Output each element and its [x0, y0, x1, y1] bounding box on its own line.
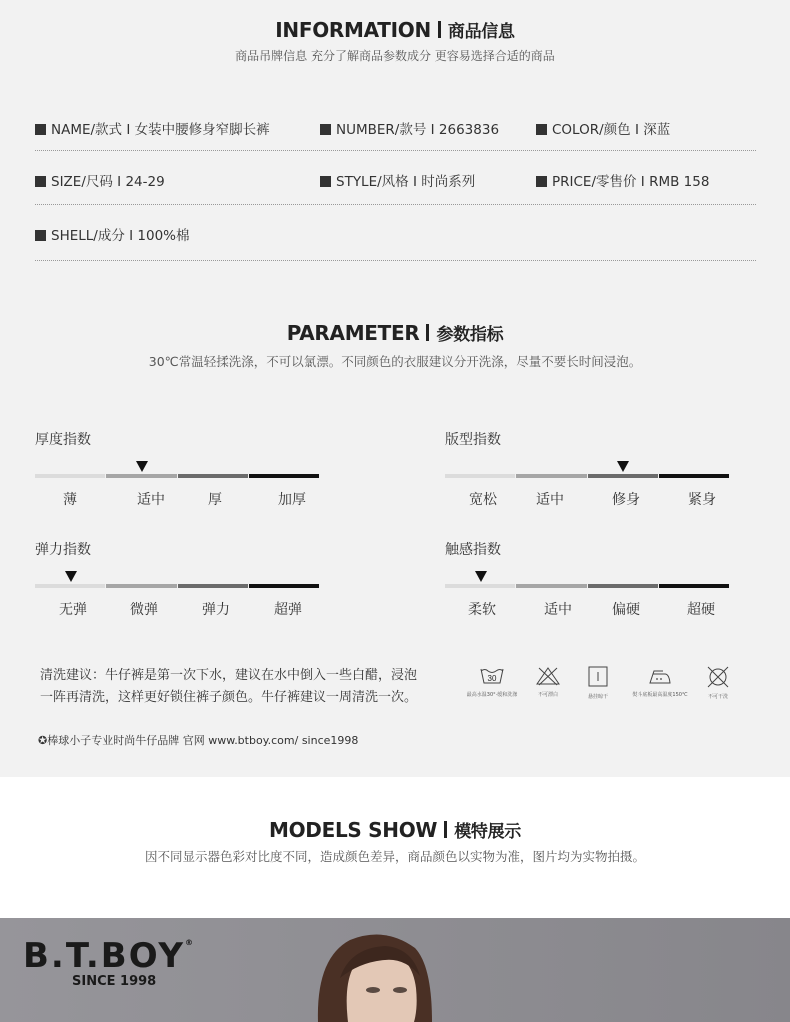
- wash-advice-line: 清洗建议：牛仔裤是第一次下水，建议在水中倒入一些白醋，浸泡: [40, 668, 418, 683]
- scale-segment: [35, 584, 105, 588]
- info-number: NUMBER/款号 I 2663836: [320, 118, 499, 138]
- scale-bar-fit: [445, 474, 730, 478]
- care-caption: 不可干洗: [707, 694, 728, 700]
- information-subtitle: 商品吊牌信息 充分了解商品参数成分 更容易选择合适的商品: [235, 49, 555, 63]
- info-shell: SHELL/成分 I 100%棉: [35, 224, 190, 244]
- info-name: NAME/款式 I 女装中腰修身窄脚长裤: [35, 118, 270, 138]
- info-price: PRICE/零售价 I RMB 158: [536, 170, 709, 190]
- scale-segment: [106, 584, 176, 588]
- wash-advice-line: 一阵再清洗，这样更好锁住裤子颜色。牛仔裤建议一周清洗一次。: [40, 690, 418, 705]
- scale-segment: [445, 474, 515, 478]
- scale-segment: [106, 474, 176, 478]
- square-bullet-icon: [536, 176, 547, 187]
- scale-tick: 紧身: [688, 492, 716, 508]
- information-title-cn: 商品信息: [447, 22, 515, 42]
- scale-pointer-icon: [65, 571, 77, 582]
- registered-mark: ®: [185, 938, 194, 947]
- scale-segment: [659, 584, 729, 588]
- scale-segment: [659, 474, 729, 478]
- scale-tick: 适中: [137, 492, 165, 508]
- model-photo: [0, 918, 790, 1022]
- scale-tick: 无弹: [59, 602, 87, 618]
- scale-label-elasticity: 弹力指数: [35, 542, 91, 558]
- models-title-cn: 模特展示: [454, 822, 521, 842]
- models-subtitle: 因不同显示器色彩对比度不同，造成颜色差异，商品颜色以实物为准，图片均为实物拍摄。: [144, 849, 645, 864]
- hang-dry-icon: [568, 666, 628, 700]
- square-bullet-icon: [536, 124, 547, 135]
- scale-segment: [35, 474, 105, 478]
- scale-segment: [516, 474, 586, 478]
- scale-segment: [249, 474, 319, 478]
- scale-bar-elasticity: [35, 584, 320, 588]
- scale-tick: 偏硬: [612, 602, 640, 618]
- scale-tick: 适中: [544, 602, 572, 618]
- scale-tick: 修身: [612, 492, 640, 508]
- square-bullet-icon: [35, 176, 46, 187]
- scale-pointer-icon: [475, 571, 487, 582]
- scale-label-fit: 版型指数: [445, 432, 501, 448]
- scale-bar-thickness: [35, 474, 320, 478]
- scale-label-thickness: 厚度指数: [35, 432, 91, 448]
- square-bullet-icon: [320, 124, 331, 135]
- dotted-divider: [35, 150, 756, 151]
- square-bullet-icon: [35, 124, 46, 135]
- information-title-en: INFORMATION: [275, 18, 431, 42]
- parameter-title-cn: 参数指标: [436, 325, 504, 345]
- brand-logo: B.T.BOY®: [23, 936, 194, 976]
- scale-segment: [516, 584, 586, 588]
- info-size: SIZE/尺码 I 24-29: [35, 170, 165, 190]
- title-divider: [444, 821, 447, 838]
- wash-advice: [40, 665, 430, 709]
- info-color: COLOR/颜色 I 深蓝: [536, 118, 670, 138]
- scale-pointer-icon: [617, 461, 629, 472]
- dotted-divider: [35, 260, 756, 261]
- scale-tick: 柔软: [468, 602, 496, 618]
- care-caption: 悬挂晾干: [587, 694, 608, 700]
- care-caption: 熨斗底板最高温度150℃: [632, 692, 688, 698]
- square-bullet-icon: [320, 176, 331, 187]
- no-dry-clean-icon: [688, 666, 748, 700]
- scale-bar-touch: [445, 584, 730, 588]
- wash-30-icon: [462, 666, 522, 698]
- scale-tick: 薄: [63, 492, 77, 508]
- care-icons: [460, 666, 760, 706]
- scale-segment: [249, 584, 319, 588]
- wash-temp: 30: [487, 674, 497, 683]
- parameter-subtitle: 30℃常温轻揉洗涤，不可以氯漂。不同颜色的衣服建议分开洗涤，尽量不要长时间浸泡。: [148, 354, 642, 369]
- scale-tick: 宽松: [469, 492, 497, 508]
- scale-pointer-icon: [136, 461, 148, 472]
- brand-note: ✪棒球小子专业时尚牛仔品牌 官网 www.btboy.com/ since1998: [38, 734, 359, 747]
- scale-tick: 适中: [536, 492, 564, 508]
- scale-segment: [588, 584, 658, 588]
- parameter-title: [0, 320, 790, 345]
- scale-segment: [588, 474, 658, 478]
- square-bullet-icon: [35, 230, 46, 241]
- scale-segment: [178, 474, 248, 478]
- care-caption: 最高水温30°·缓和洗涤: [466, 692, 518, 698]
- dotted-divider: [35, 204, 756, 205]
- care-caption: 不可漂白: [537, 692, 558, 698]
- scale-segment: [178, 584, 248, 588]
- models-title-en: MODELS SHOW: [269, 818, 438, 842]
- scale-segment: [445, 584, 515, 588]
- scale-tick: 超弹: [274, 602, 302, 618]
- iron-icon: [630, 666, 690, 698]
- scale-tick: 弹力: [202, 602, 230, 618]
- info-style: STYLE/风格 I 时尚系列: [320, 170, 475, 190]
- scale-label-touch: 触感指数: [445, 542, 501, 558]
- information-title: [0, 17, 790, 42]
- circle-bullet-icon: ✪: [38, 734, 48, 747]
- scale-tick: 厚: [208, 492, 222, 508]
- title-divider: [438, 21, 441, 38]
- brand-since: SINCE 1998: [72, 974, 157, 989]
- title-divider: [426, 324, 429, 341]
- parameter-title-en: PARAMETER: [286, 321, 420, 345]
- models-title: [0, 817, 790, 842]
- scale-tick: 超硬: [687, 602, 715, 618]
- scale-tick: 加厚: [278, 492, 306, 508]
- scale-tick: 微弹: [130, 602, 158, 618]
